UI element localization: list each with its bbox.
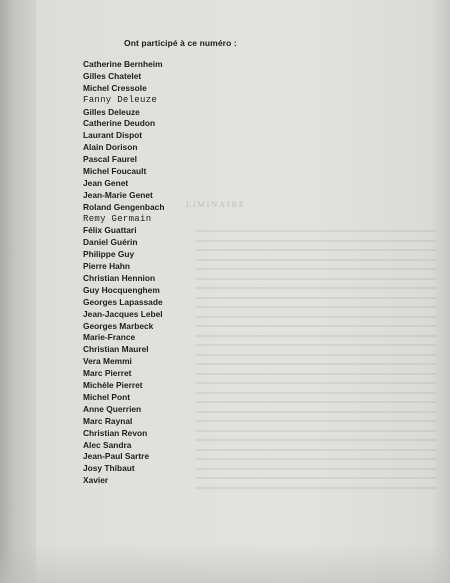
contributor-name: Alec Sandra — [83, 439, 132, 450]
contributor-name: Pascal Faurel — [83, 154, 138, 165]
contributor-name: Alain Dorison — [83, 142, 138, 153]
contributor-name: Pierre Hahn — [83, 261, 131, 272]
contributors-list — [83, 59, 164, 487]
contributor-name: Marie-France — [83, 332, 136, 343]
contributor-name: Marc Pierret — [83, 368, 132, 379]
show-through-title: LIMINAIRE — [186, 200, 246, 209]
contributor-name: Vera Memmi — [83, 356, 132, 367]
contributor-name: Marc Raynal — [83, 415, 133, 426]
show-through-text — [196, 230, 436, 510]
contributor-name: Fanny Deleuze — [83, 94, 158, 105]
contributor-name: Michèle Pierret — [83, 380, 143, 391]
bottom-edge-shadow — [0, 543, 450, 583]
contributor-name: Gilles Chatelet — [83, 70, 142, 81]
contributor-name: Philippe Guy — [83, 249, 135, 260]
contributor-name: Anne Querrien — [83, 403, 142, 414]
contributor-name: Xavier — [83, 475, 109, 486]
contributor-name: Remy Germain — [83, 213, 152, 224]
contributor-name: Jean Genet — [83, 177, 129, 188]
contributor-name: Roland Gengenbach — [83, 201, 165, 212]
contributor-name: Christian Hennion — [83, 273, 156, 284]
contributor-name: Josy Thibaut — [83, 463, 135, 474]
contributor-name: Michel Pont — [83, 391, 130, 402]
contributor-name: Michel Foucault — [83, 166, 147, 177]
contributor-name: Laurant Dispot — [83, 130, 143, 141]
contributor-name: Jean-Paul Sartre — [83, 451, 150, 462]
contributor-name: Félix Guattari — [83, 225, 137, 236]
contributor-name: Gilles Deleuze — [83, 106, 140, 117]
contributor-name: Christian Maurel — [83, 344, 149, 355]
contributors-heading: Ont participé à ce numéro : — [124, 38, 237, 48]
contributor-name: Daniel Guérin — [83, 237, 138, 248]
contributor-name: Michel Cressole — [83, 82, 147, 93]
contributor-name: Catherine Deudon — [83, 118, 156, 129]
contributor-name: Georges Marbeck — [83, 320, 154, 331]
contributor-name: Georges Lapassade — [83, 296, 163, 307]
contributor-name: Guy Hocquenghem — [83, 284, 160, 295]
contributor-name: Christian Revon — [83, 427, 148, 438]
contributor-name: Catherine Bernheim — [83, 59, 163, 69]
binding-gutter-shadow — [0, 0, 36, 583]
contributor-name: Jean-Marie Genet — [83, 189, 153, 200]
contributor-name: Jean-Jacques Lebel — [83, 308, 163, 319]
